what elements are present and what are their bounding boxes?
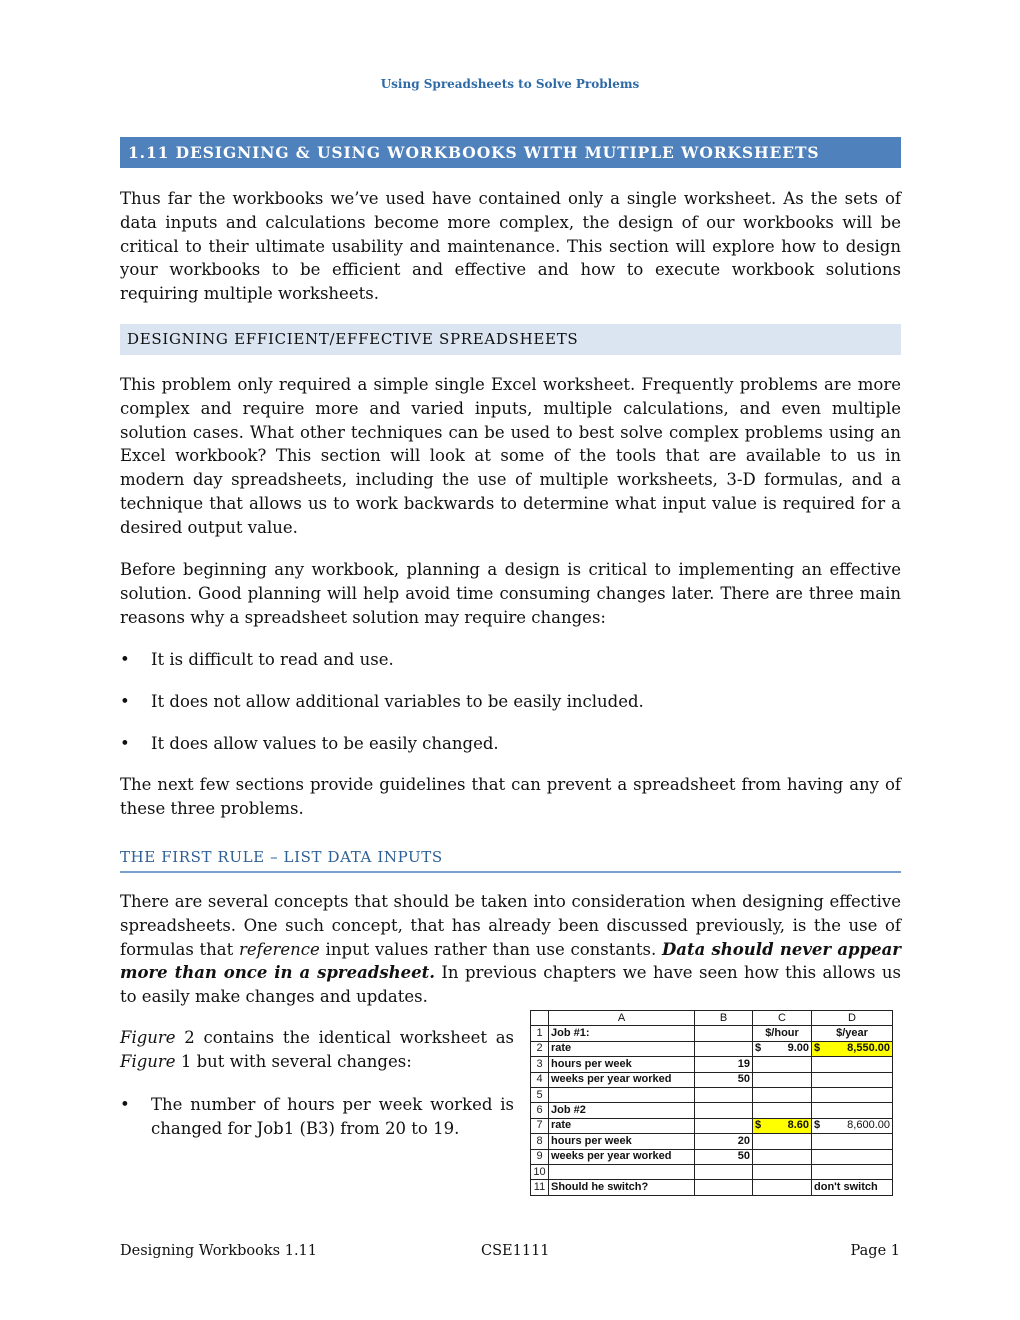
table-row: [531, 1134, 893, 1149]
section-heading: 1.11 DESIGNING & USING WORKBOOKS WITH MUTIPLE WORKSHEETS: [120, 137, 901, 168]
footer-page-number: Page 1: [850, 1243, 900, 1259]
column-header: C: [753, 1011, 812, 1026]
cell: Job #1:: [549, 1026, 695, 1041]
cell: [753, 1134, 812, 1149]
cell: [695, 1180, 753, 1195]
row-header: 9: [531, 1149, 549, 1164]
column-header-row: [531, 1011, 893, 1026]
row-header: 6: [531, 1103, 549, 1118]
paragraph-guidelines: The next few sections provide guidelines that can prevent a spreadsheet from having any of these three problems.: [120, 775, 901, 818]
cell: [695, 1164, 753, 1179]
column-header: A: [549, 1011, 695, 1026]
cell: [812, 1087, 893, 1102]
cell: [812, 1057, 893, 1072]
cell: [753, 1164, 812, 1179]
cell: rate: [549, 1118, 695, 1133]
rule-heading: THE FIRST RULE – LIST DATA INPUTS: [120, 848, 901, 873]
document-page: Using Spreadsheets to Solve Problems 1.11 DESIGNING & USING WORKBOOKS WITH MUTIPLE WORKSHEETS Thus far the workbooks we’ve used have contained only a single worksheet. As the sets of data inputs and calculations become more complex, the design of our workbooks will be critical to their ultimate usability and maintenance. This section will explore how to design your workbooks to be efficient and effective and how to execute workbook solutions requiring multiple worksheets. DESIGNING EFFICIENT/EFFECTIVE SPREADSHEETS This problem only required a simple single Excel worksheet. Frequently problems are more complex and require more and varied inputs, multiple calculations, and even multiple solution cases. What other techniques can be used to best solve complex problems using an Excel workbook? This section will look at some of the tools that are available to us in modern day spreadsheets, including the use of multiple worksheets, 3-D formulas, and a technique that allows us to work backwards to determine what input value is required for a desired output value. Before beginning any workbook, planning a design is critical to implementing an effective solution. Good planning will help avoid time consuming changes later. There are three main reasons why a spreadsheet solution may require changes: • It is difficult to read and use. • It does not allow additional variables to be easily included. • It does allow values to be easily changed. The next few sections provide guidelines that can prevent a spreadsheet from having any of these three problems. THE FIRST RULE – LIST DATA INPUTS There are several concepts that should be taken into consideration when designing effective spreadsheets. One such concept, that has already been discussed previously, is the use of formulas that reference input values rather than use constants. Data should never appear more than once in a spreadsheet. In previous chapters we have seen how this allows us to easily make changes and updates. Figure 2 contains the identical worksheet as Figure 1 but with several changes: • The number of hours per week worked is changed for Job1 (B3) from 20 to 19. A B C D 1 Job #1: $/hour $/year 2 rate $ 9.00 $ 8,550.00 3 hours per week 19 4 weeks per year worked 50 5 6 Job #2 7 rate $ 8.60 $ 8,600.00 8 hours per week 20 9 weeks per year worked 50 10 11 Should he switch? don't switch Designing Workbooks 1.11 CSE1111 Page 1: [0, 0, 1020, 1320]
highlighted-cell: $ 8.60: [753, 1118, 812, 1133]
cell: $/hour: [753, 1026, 812, 1041]
paragraph-techniques: This problem only required a simple single Excel worksheet. Frequently problems are more complex and require more and varied inputs, multiple calculations, and even multiple solution cases. What other techniques can be used to best solve complex problems using an Excel workbook? This section will look at some of the tools that are available to us in modern day spreadsheets, including the use of multiple worksheets, 3-D formulas, and a technique that allows us to work backwards to determine what input value is required for a desired output value.: [120, 375, 901, 537]
paragraph-figure-reference: Figure 2 contains the identical worksheet as Figure 1 but with several changes:: [120, 1028, 514, 1071]
cell: [753, 1180, 812, 1195]
cell: 20: [695, 1134, 753, 1149]
row-header: 7: [531, 1118, 549, 1133]
row-header: 8: [531, 1134, 549, 1149]
cell: rate: [549, 1041, 695, 1056]
cell: [753, 1103, 812, 1118]
paragraph-concepts: There are several concepts that should be taken into consideration when designing effective spreadsheets. One such concept, that has already been discussed previously, is the use of formulas that reference input values rather than use constants. Data should never appear more than once in a spreadsheet. In previous chapters we have seen how this allows us to easily make changes and updates.: [120, 892, 902, 1007]
table-row: [531, 1180, 893, 1195]
cell: [753, 1087, 812, 1102]
cell: [549, 1164, 695, 1179]
intro-paragraph: Thus far the workbooks we’ve used have contained only a single worksheet. As the sets of data inputs and calculations become more complex, the design of our workbooks will be critical to their ultimate usability and maintenance. This section will explore how to design your workbooks to be efficient and effective and how to execute workbook solutions requiring multiple worksheets.: [120, 189, 901, 304]
running-header: Using Spreadsheets to Solve Problems: [380, 77, 640, 91]
table-row: [531, 1118, 893, 1133]
cell: [812, 1164, 893, 1179]
cell: [812, 1134, 893, 1149]
row-header: 3: [531, 1057, 549, 1072]
cell: 50: [695, 1149, 753, 1164]
row-header: 5: [531, 1087, 549, 1102]
subsection-heading: DESIGNING EFFICIENT/EFFECTIVE SPREADSHEETS: [120, 324, 901, 355]
table-row: [531, 1103, 893, 1118]
cell: [812, 1149, 893, 1164]
column-header: B: [695, 1011, 753, 1026]
highlighted-cell: $ 8,550.00: [812, 1041, 893, 1056]
bullet-icon: •: [120, 1095, 130, 1114]
table-row: [531, 1057, 893, 1072]
cell: [695, 1118, 753, 1133]
cell: $ 9.00: [753, 1041, 812, 1056]
cell: [695, 1103, 753, 1118]
cell: don't switch: [812, 1180, 893, 1195]
cell: [812, 1072, 893, 1087]
cell: [549, 1087, 695, 1102]
cell: 50: [695, 1072, 753, 1087]
row-header: 11: [531, 1180, 549, 1195]
cell: 19: [695, 1057, 753, 1072]
cell: [812, 1103, 893, 1118]
cell: $ 8,600.00: [812, 1118, 893, 1133]
cell: hours per week: [549, 1057, 695, 1072]
cell: weeks per year worked: [549, 1072, 695, 1087]
table-row: [531, 1164, 893, 1179]
table-row: [531, 1072, 893, 1087]
corner-cell: [531, 1011, 549, 1026]
row-header: 2: [531, 1041, 549, 1056]
row-header: 10: [531, 1164, 549, 1179]
cell: [695, 1026, 753, 1041]
row-header: 1: [531, 1026, 549, 1041]
cell: [695, 1041, 753, 1056]
cell: hours per week: [549, 1134, 695, 1149]
table-row: [531, 1149, 893, 1164]
cell: [753, 1072, 812, 1087]
cell: Should he switch?: [549, 1180, 695, 1195]
spreadsheet-figure: [530, 1010, 893, 1196]
table-row: [531, 1026, 893, 1041]
cell: [753, 1057, 812, 1072]
cell: Job #2: [549, 1103, 695, 1118]
cell: $/year: [812, 1026, 893, 1041]
cell: [695, 1087, 753, 1102]
row-header: 4: [531, 1072, 549, 1087]
cell: [753, 1149, 812, 1164]
footer-left: Designing Workbooks 1.11: [120, 1243, 318, 1259]
table-row: [531, 1087, 893, 1102]
bullet-icon: •: [120, 734, 130, 753]
paragraph-planning: Before beginning any workbook, planning a design is critical to implementing an effective solution. Good planning will help avoid time consuming changes later. There are three main reasons why a spreadsheet solution may require changes:: [120, 560, 901, 627]
footer-center: CSE1111: [481, 1243, 550, 1259]
bullet-icon: •: [120, 692, 130, 711]
bullet-icon: •: [120, 650, 130, 669]
column-header: D: [812, 1011, 893, 1026]
cell: weeks per year worked: [549, 1149, 695, 1164]
table-row: [531, 1041, 893, 1056]
